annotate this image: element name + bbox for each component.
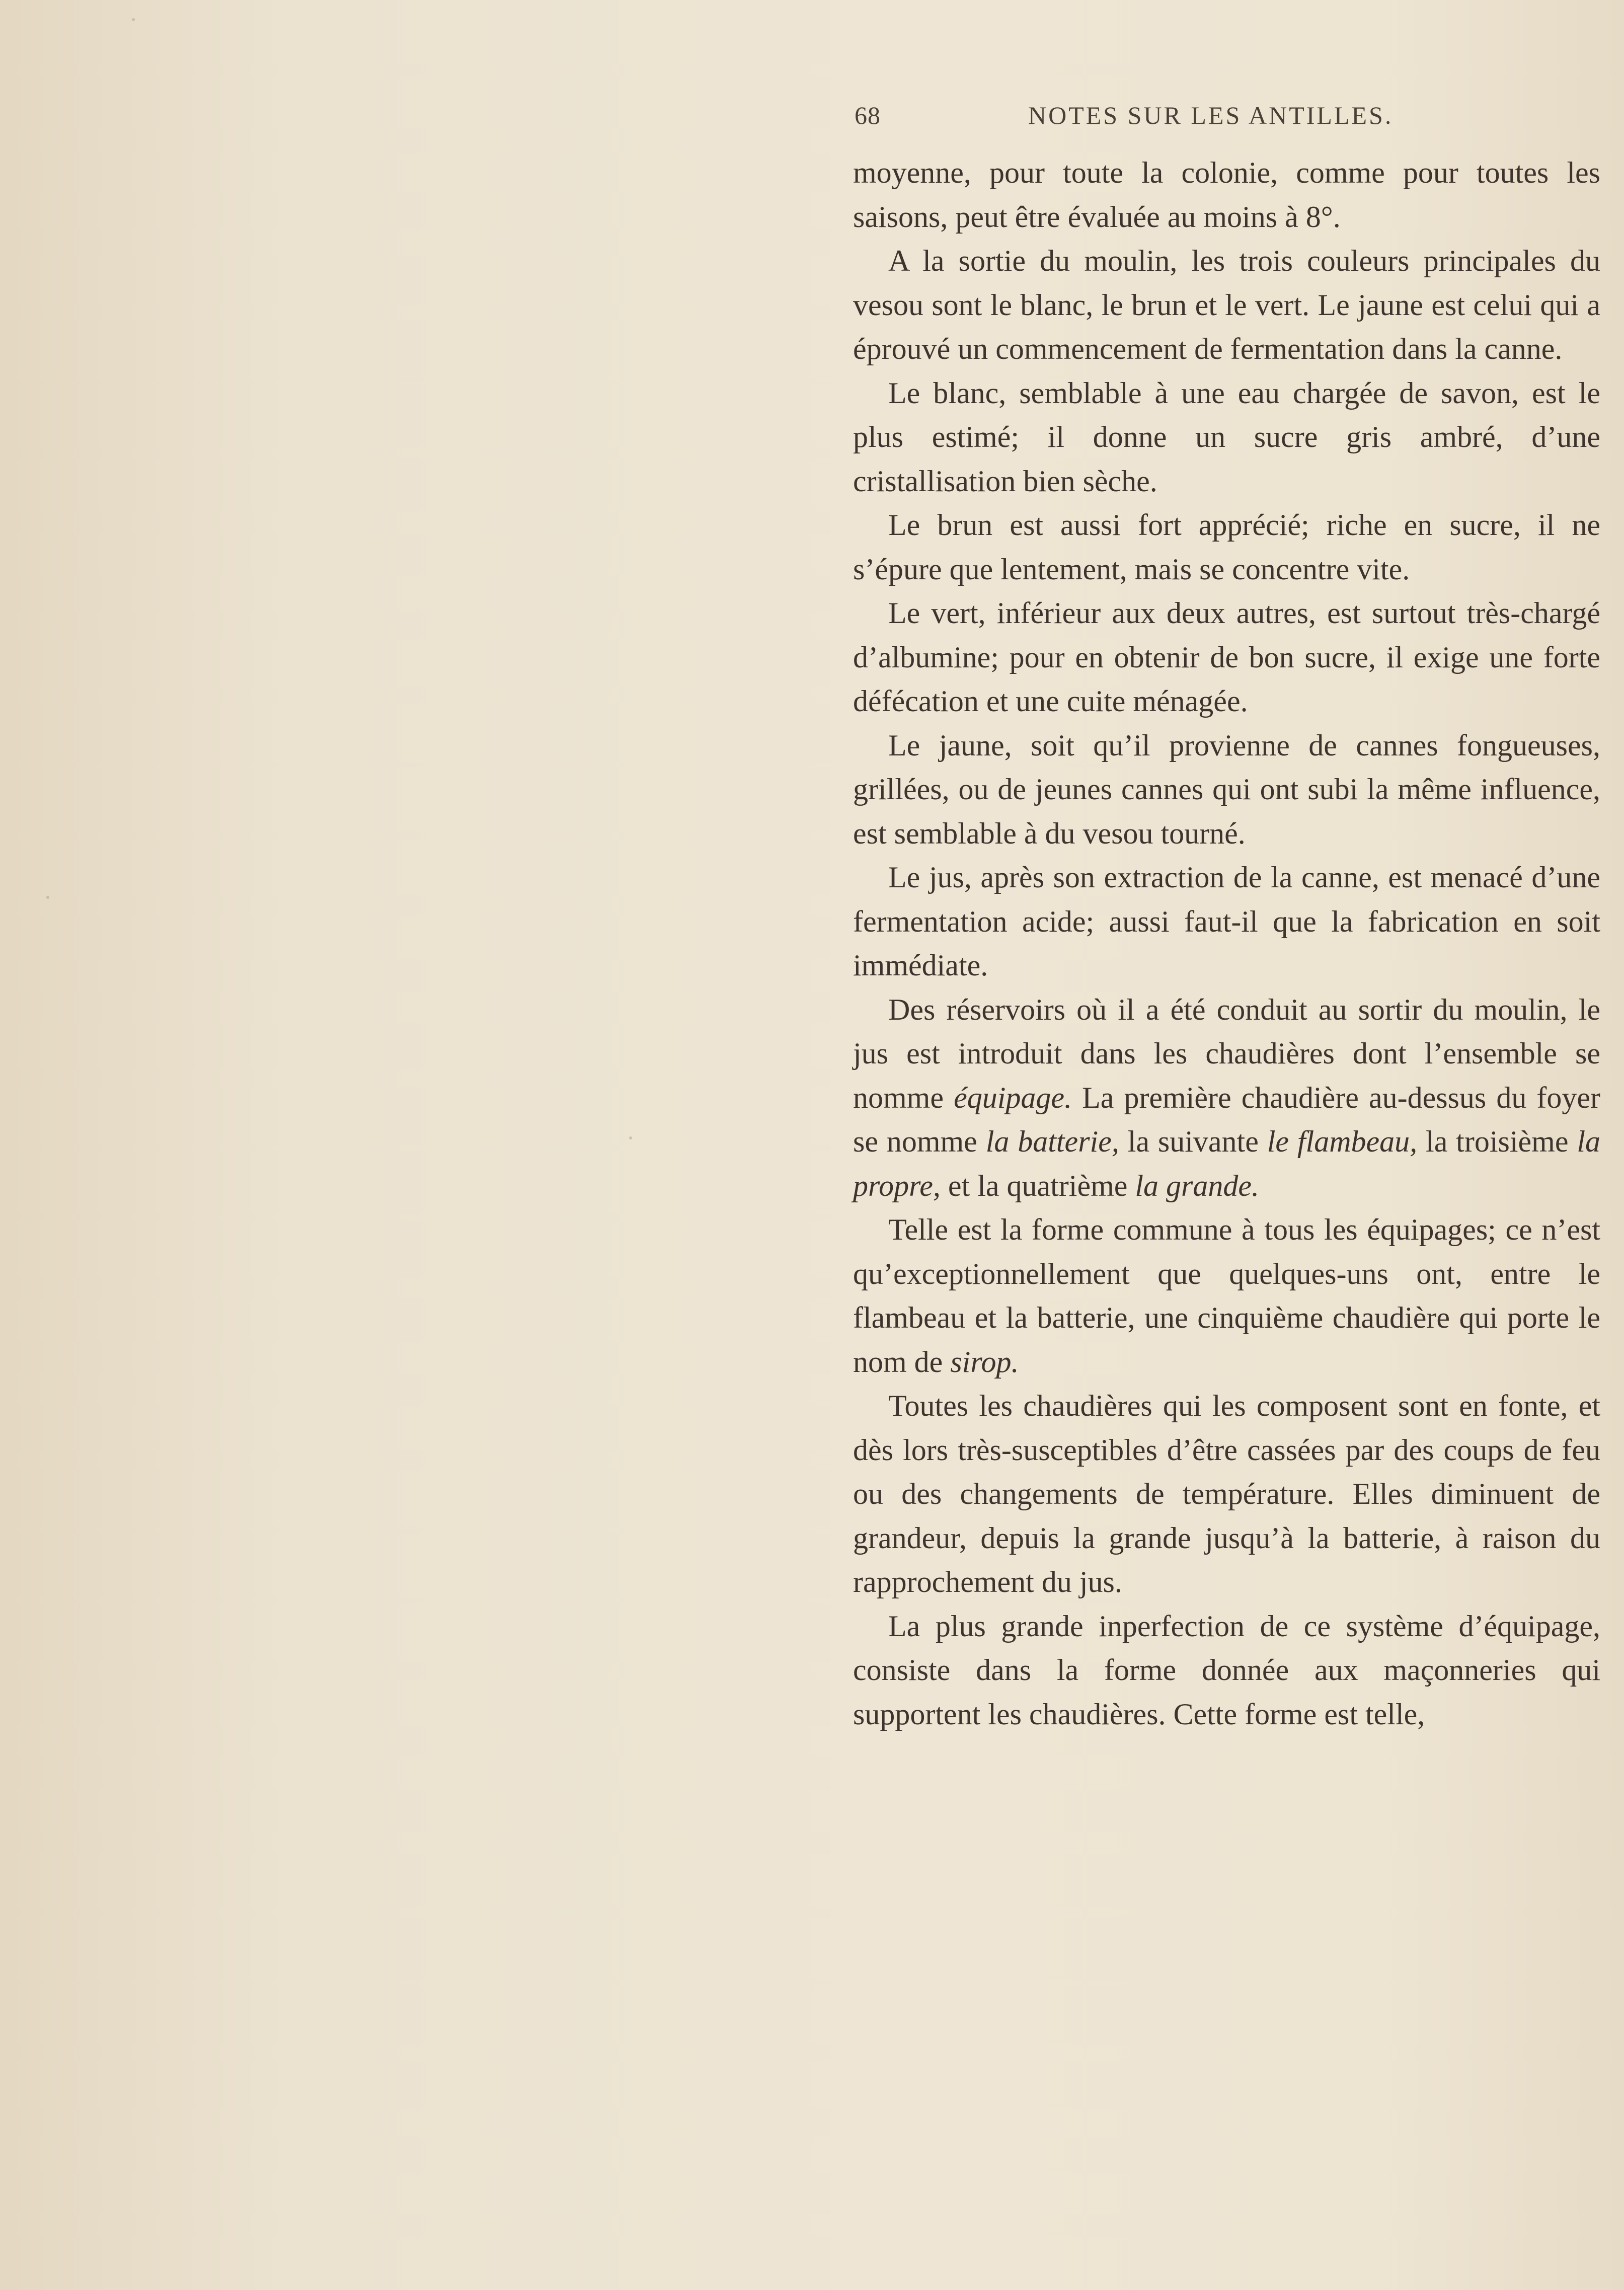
italic-term: la batterie, [985,1125,1119,1158]
paragraph [853,503,1600,591]
paper-speck [132,18,135,21]
text-body [853,151,1600,1736]
page-header [855,101,1428,141]
paper-speck [46,896,49,899]
paragraph-text: la suivante [1119,1125,1267,1158]
running-title: NOTES SUR LES ANTILLES. [1028,101,1394,129]
italic-term: sirop. [950,1345,1019,1379]
paragraph-text: La plus grande inperfection de ce système d’équipage, consiste dans la forme donnée aux maçonneries qui supportent les chaudières. Cette forme est telle, [853,1609,1600,1731]
paragraph-text: Le vert, inférieur aux deux autres, est surtout très-chargé d’albumine; pour en obtenir de bon sucre, il exige une forte défécation et une cuite ménagée. [853,596,1600,718]
paragraph-text: Le blanc, semblable à une eau chargée de savon, est le plus estimé; il donne un sucre gris ambré, d’une cristallisation bien sèche. [853,376,1600,498]
paragraph [853,1605,1600,1737]
paragraph [853,239,1600,371]
paragraph-text: moyenne, pour toute la colonie, comme pour toutes les saisons, peut être évaluée au moins à 8°. [853,156,1600,234]
paragraph-text: et la quatrième [940,1169,1135,1202]
italic-term: le flambeau, [1267,1125,1418,1158]
paragraph [853,856,1600,988]
paragraph [853,591,1600,724]
paragraph [853,988,1600,1208]
paragraph-text: Le jaune, soit qu’il provienne de cannes fongueuses, grillées, ou de jeunes cannes qui ont subi la même influence, est semblable à du vesou tourné. [853,728,1600,850]
paragraph-text: la troisième [1417,1125,1577,1158]
paragraph-text: La première chaudière au-dessus du foyer se nomme [853,1081,1600,1158]
page-number: 68 [855,101,881,129]
paragraph [853,1208,1600,1384]
paragraph-text: Toutes les chaudières qui les composent sont en fonte, et dès lors très-susceptibles d’être cassées par des coups de feu ou des changements de température. Elles diminuent de grandeur, depuis la grande jusqu’à la batterie, à raison du rapprochement du jus. [853,1389,1600,1598]
paragraph-text: Le brun est aussi fort apprécié; riche en sucre, il ne s’épure que lentement, mais se concentre vite. [853,508,1600,586]
paper-speck [629,1136,632,1139]
paragraph-text: A la sortie du moulin, les trois couleurs principales du vesou sont le blanc, le brun et le vert. Le jaune est celui qui a éprouvé un commencement de fermentation dans la canne. [853,244,1600,365]
italic-term: la grande. [1135,1169,1260,1202]
paragraph-text: Le jus, après son extraction de la canne, est menacé d’une fermentation acide; aussi faut-il que la fabrication en soit immédiate. [853,861,1600,982]
paragraph-text: Des réservoirs où il a été conduit au sortir du moulin, le jus est introduit dans les chaudières dont l’ensemble se nomme [853,993,1600,1114]
paragraph [853,151,1600,239]
paragraph [853,724,1600,856]
paragraph-text: Telle est la forme commune à tous les équipages; ce n’est qu’exceptionnellement que quelques-uns ont, entre le flambeau et la batterie, une cinquième chaudière qui porte le nom de [853,1213,1600,1379]
paragraph [853,1384,1600,1605]
italic-term: équipage. [954,1081,1072,1114]
paragraph [853,371,1600,504]
italic-term: la propre, [853,1125,1600,1202]
